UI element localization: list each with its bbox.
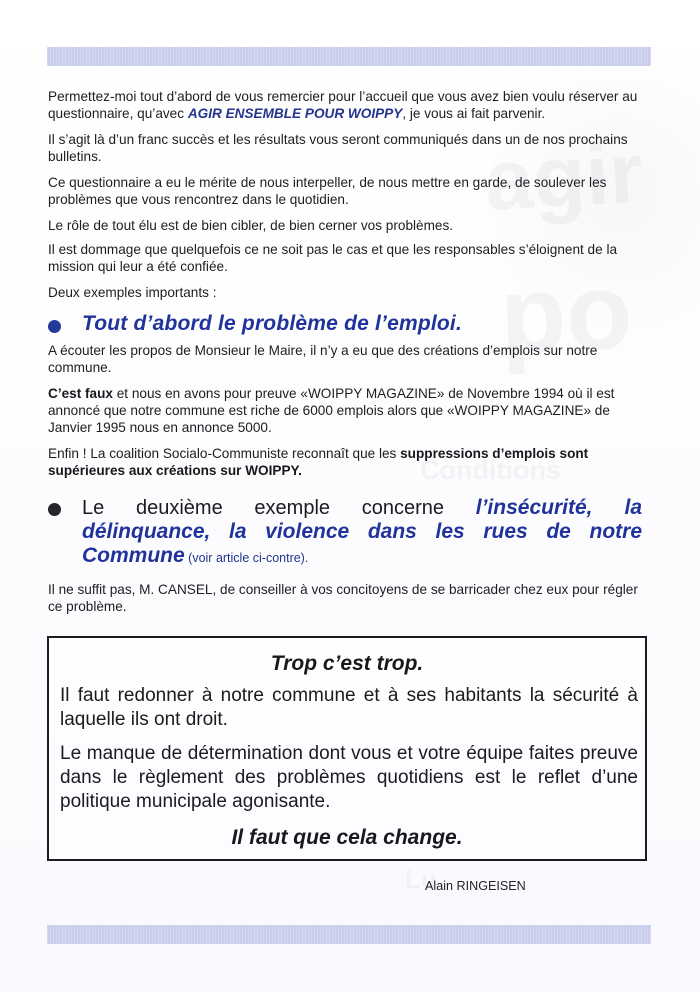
false-claim-paragraph <box>48 385 651 436</box>
bottom-decorative-band <box>47 925 651 944</box>
employment-heading: Tout d’abord le problème de l’emploi. <box>82 312 462 335</box>
intro-after-organization: , je vous ai fait parvenir. <box>402 106 546 121</box>
responsibility-paragraph: Il est dommage que quelquefois ce ne soit pas le cas et que les responsables s’éloignent de la mission qui leur a été confiée. <box>48 242 618 274</box>
background-show-through-text: Conditions <box>420 455 561 485</box>
insecurity-heading <box>82 496 642 570</box>
blue-bullet-icon <box>48 320 61 333</box>
background-show-through-text: Lu <box>405 864 437 894</box>
callout-title: Trop c’est trop. <box>270 652 424 675</box>
author-signature: Alain RINGEISEN <box>425 879 526 893</box>
municipal-policy-text: Le manque de détermination dont vous et votre équipe faites preuve dans le règlement des problèmes quotidiens est le reflet d’une politique municipale agonisante. <box>60 743 638 812</box>
insecurity-lead-text: Le deuxième exemple concerne <box>82 497 476 519</box>
elected-role-paragraph: Le rôle de tout élu est de bien cibler, de bien cerner vos problèmes. <box>48 218 454 233</box>
barricade-paragraph: Il ne suffit pas, M. CANSEL, de conseiller à vos concitoyens de se barricader chez eux pour régler ce problème. <box>48 582 638 614</box>
examples-intro: Deux exemples importants : <box>48 285 217 300</box>
intro-before-organization: Permettez-moi tout d’abord de vous remercier pour l’accueil que vous avez bien voulu réserver au questionnaire, qu’avec <box>48 89 638 121</box>
top-decorative-band <box>47 47 651 66</box>
employment-heading-row <box>48 312 658 336</box>
organization-name: AGIR ENSEMBLE POUR WOIPPY <box>187 106 403 121</box>
insecurity-emphasis: l’insécurité, la délinquance, la violence dans les rues de notre Commune <box>82 496 642 567</box>
background-show-through-text: agir <box>482 124 646 230</box>
insecurity-heading-row <box>48 496 658 570</box>
security-callout-box <box>47 636 647 861</box>
false-claim-label: C’est faux <box>48 386 113 401</box>
security-demand-text: Il faut redonner à notre commune et à ses habitants la sécurité à laquelle ils ont droit. <box>60 685 638 730</box>
questionnaire-paragraph: Ce questionnaire a eu le mérite de nous interpeller, de nous mettre en garde, de soulever les problèmes que vous rencontrez dans le quotidien. <box>48 175 607 207</box>
magazine-evidence-text: et nous en avons pour preuve «WOIPPY MAGAZINE» de Novembre 1994 où il est annoncé que notre commune est riche de 6000 emplois alors que «WOIPPY MAGAZINE» de Janvier 1995 nous en annonce 5000. <box>48 386 615 435</box>
background-show-through-text: po <box>497 249 635 376</box>
employment-loss-statement: suppressions d’emplois sont supérieures aux créations sur WOIPPY. <box>48 446 589 478</box>
success-paragraph: Il s’agit là d’un franc succès et les résultats vous seront communiqués dans un de nos prochains bulletins. <box>48 132 628 164</box>
black-bullet-icon <box>48 503 61 516</box>
article-reference: (voir article ci-contre). <box>184 551 309 565</box>
callout-closing: Il faut que cela change. <box>231 826 463 849</box>
mayor-statement-paragraph: A écouter les propos de Monsieur le Maire, il n’y a eu que des créations d’emplois sur notre commune. <box>48 343 598 375</box>
coalition-paragraph <box>48 445 651 479</box>
intro-paragraph <box>48 88 651 122</box>
coalition-prefix: Enfin ! La coalition Socialo-Communiste reconnaît que les <box>48 446 401 461</box>
